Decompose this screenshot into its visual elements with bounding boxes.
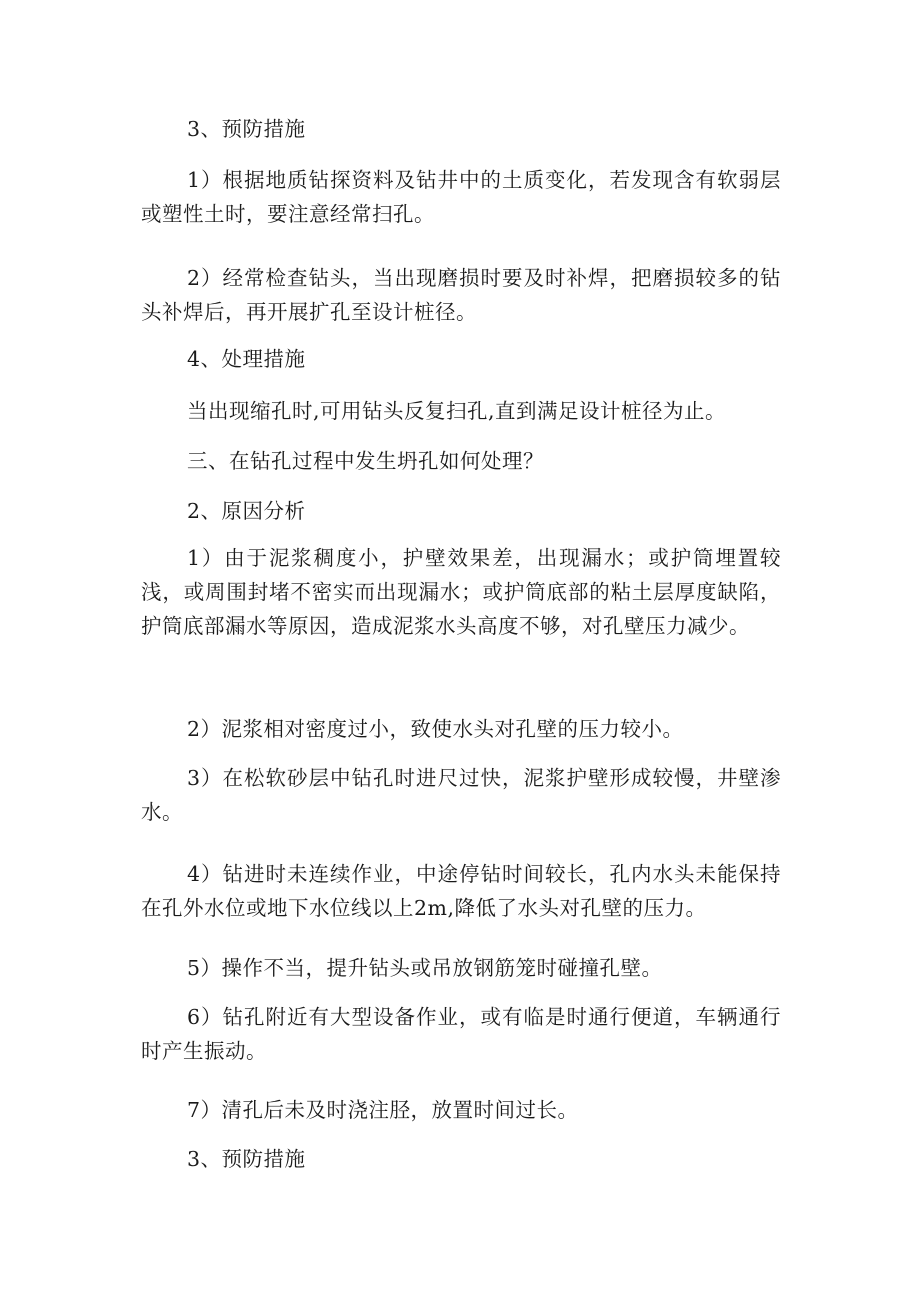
paragraph-prevention-1: 1）根据地质钻探资料及钻井中的土质变化，若发现含有软弱层或塑性土时，要注意经常扫孔。: [141, 168, 781, 226]
paragraph-prevention-2: 2）经常检查钻头，当出现磨损时要及时补焊，把磨损较多的钻头补焊后，再开展扩孔至设计桩径。: [141, 266, 781, 324]
paragraph-cause-1: 1）由于泥浆稠度小，护壁效果差，出现漏水；或护筒埋置较浅，或周围封堵不密实而出现漏水；或护筒底部的粘土层厚度缺陷，护筒底部漏水等原因，造成泥浆水头高度不够，对孔壁压力减少。: [141, 546, 781, 638]
heading-cause-analysis: 2、原因分析: [187, 499, 306, 523]
section-title-collapse: 三、在钻孔过程中发生坍孔如何处理？: [187, 449, 544, 473]
paragraph-cause-2: 2）泥浆相对密度过小，致使水头对孔壁的压力较小。: [187, 717, 684, 741]
paragraph-cause-7: 7）清孔后未及时浇注胫，放置时间过长。: [187, 1098, 579, 1122]
paragraph-cause-5: 5）操作不当，提升钻头或吊放钢筋笼时碰撞孔壁。: [187, 956, 663, 980]
heading-prevention-measures-2: 3、预防措施: [187, 1147, 306, 1171]
heading-prevention-measures: 3、预防措施: [187, 117, 306, 141]
paragraph-cause-6: 6）钻孔附近有大型设备作业，或有临是时通行便道，车辆通行时产生振动。: [141, 1005, 781, 1063]
heading-handling-measures: 4、处理措施: [187, 347, 306, 371]
paragraph-cause-3: 3）在松软砂层中钻孔时进尺过快，泥浆护壁形成较慢，井壁渗水。: [141, 766, 781, 824]
paragraph-handling: 当出现缩孔时,可用钻头反复扫孔,直到满足设计桩径为止。: [187, 399, 727, 423]
paragraph-cause-4: 4）钻进时未连续作业，中途停钻时间较长，孔内水头未能保持在孔外水位或地下水位线以上2m,降低了水头对孔壁的压力。: [141, 862, 781, 920]
